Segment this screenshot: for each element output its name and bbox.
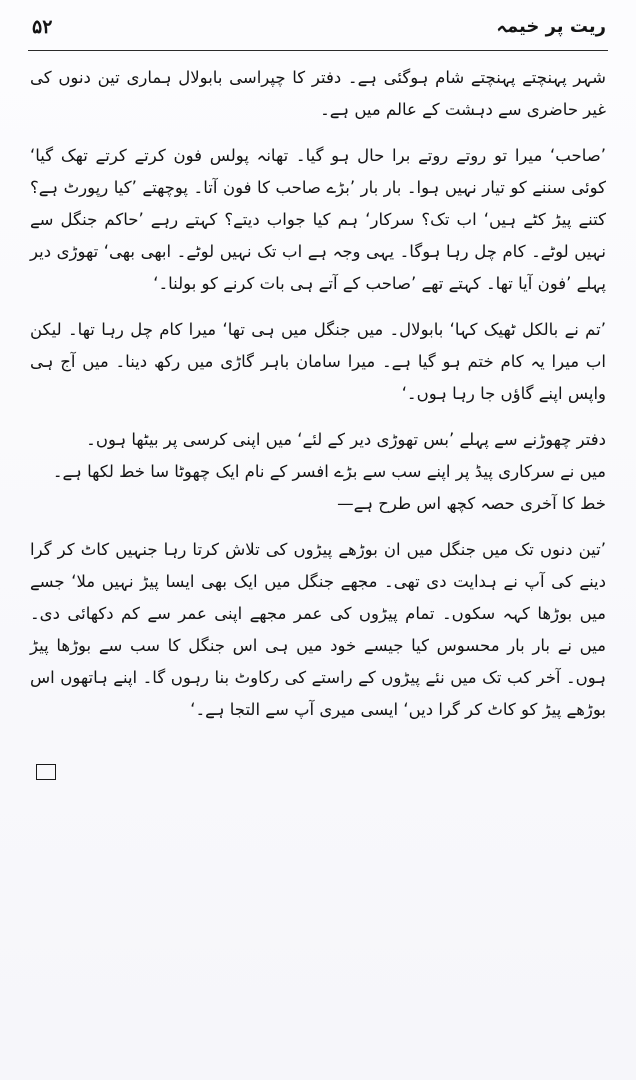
page-number: ۵۲ bbox=[32, 16, 53, 38]
paragraph-peon-speech: ’صاحب‘ میرا تو روتے روتے برا حال ہو گیا۔ تھانہ پولس فون کرتے کرتے تھک گیا‘ کوئی سننے کو تیار نہیں ہوا۔ بار بار ’بڑے صاحب کا فون آتا۔ پوچھتے ’کیا رپورٹ ہے؟ کتنے پیڑ کٹے ہیں‘ اب تک؟ سرکار‘ ہم کیا جواب دیتے؟ کہتے رہے ’حاکم جنگل سے نہیں لوٹے۔ کام چل رہا ہوگا۔ یہی وجہ ہے اب تک نہیں لوٹے۔ ابھی بھی‘ تھوڑی دیر پہلے ’فون آیا تھا۔ کہتے تھے ’صاحب کے آتے ہی بات کرنے کو بولنا۔‘ bbox=[30, 146, 606, 293]
paragraph-reply: ’تم نے بالکل ٹھیک کہا‘ بابولال۔ میں جنگل میں ہی تھا‘ میرا کام چل رہا تھا۔ لیکن اب میرا یہ کام ختم ہو گیا ہے۔ میرا سامان باہر گاڑی میں رکھ دینا۔ میں آج ہی واپس اپنے گاؤں جا رہا ہوں۔‘ bbox=[30, 320, 606, 403]
body-text bbox=[30, 62, 606, 740]
paragraph-letter-text: ’تین دنوں تک میں جنگل میں ان بوڑھے پیڑوں کی تلاش کرتا رہا جنہیں کاٹ کر گرا دینے کی آپ نے ہدایت دی تھی۔ مجھے جنگل میں ایک بھی ایسا پیڑ نہیں ملا‘ جسے میں بوڑھا کہہ سکوں۔ تمام پیڑوں کی عمر مجھے اپنی عمر سے کم دکھائی دی۔ میں نے بار بار محسوس کیا جیسے خود میں ہی اس جنگل کا سب سے بوڑھا پیڑ ہوں۔ آخر کب تک میں نئے پیڑوں کے راستے کی رکاوٹ بنا رہوں گا۔ اپنے ہاتھوں اس بوڑھے پیڑ کو کاٹ کر گرا دیں‘ ایسی میری آپ سے التجا ہے۔‘ bbox=[30, 540, 606, 719]
book-title: ریت پر خیمہ bbox=[496, 16, 606, 37]
paragraph-letter: میں نے سرکاری پیڈ پر اپنے سب سے بڑے افسر کے نام ایک چھوٹا سا خط لکھا ہے۔ bbox=[52, 462, 606, 481]
paragraph-arrival: شہر پہنچتے پہنچتے شام ہوگئی ہے۔ دفتر کا چپراسی بابولال ہماری تین دنوں کی غیر حاضری سے دہشت کے عالم میں ہے۔ bbox=[30, 68, 606, 119]
running-header bbox=[28, 14, 608, 51]
paragraph-letter-intro: خط کا آخری حصہ کچھ اس طرح ہے— bbox=[337, 494, 606, 513]
paragraph-office-chair: دفتر چھوڑنے سے پہلے ’بس تھوڑی دیر کے لئے‘ میں اپنی کرسی پر بیٹھا ہوں۔ bbox=[86, 430, 606, 449]
end-of-story-mark bbox=[36, 764, 56, 780]
